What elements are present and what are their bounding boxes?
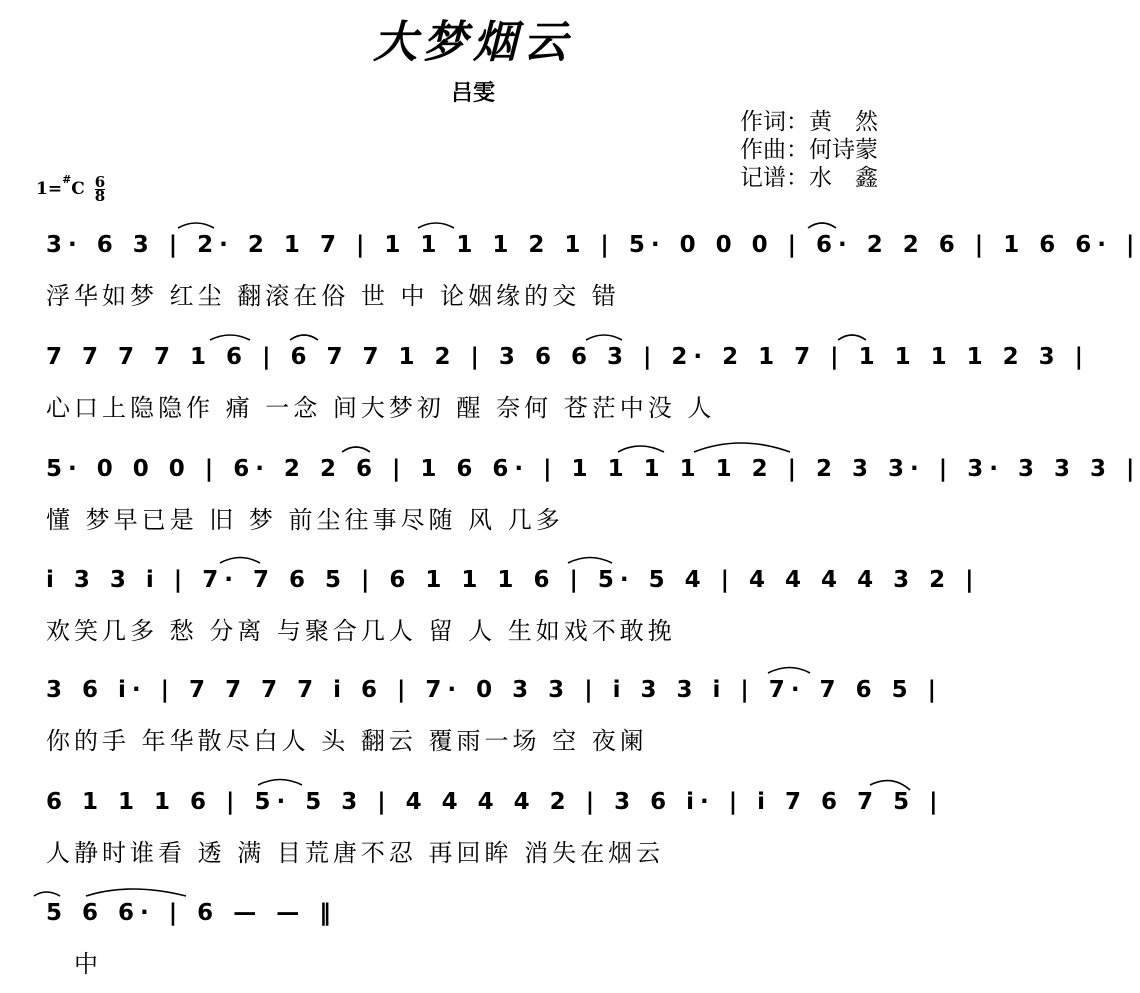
slur-arc	[220, 558, 260, 564]
composer-credit: 作曲：何诗蒙	[740, 137, 878, 163]
slur-arc	[838, 335, 866, 340]
lyrics-line: 浮华如梦 红尘 翻滚在俗 世 中 论姻缘的交 错	[46, 282, 620, 310]
sharp-sign: #	[62, 173, 72, 187]
notes-line: 3 6 i· | 7 7 7 7 i 6 | 7· 0 3 3 | i 3 3 i | 7· 7 6 5 |	[46, 677, 942, 703]
slur-arc	[178, 223, 214, 228]
slur-arc	[808, 223, 836, 228]
key-note: C	[71, 179, 85, 199]
slur-arc	[290, 335, 318, 340]
slur-arc	[586, 335, 622, 340]
lyrics-line: 人静时谁看 透 满 目荒唐不忍 再回眸 消失在烟云	[46, 839, 665, 867]
slur-arc	[34, 892, 60, 896]
lyrics-line: 欢笑几多 愁 分离 与聚合几人 留 人 生如戏不敢挽	[46, 617, 676, 645]
notes-line: i 3 3 i | 7· 7 6 5 | 6 1 1 1 6 | 5· 5 4 | 4 4 4 4 3 2 |	[46, 567, 980, 593]
lyrics-line: 心口上隐隐作 痛 一念 间大梦初 醒 奈何 苍茫中没 人	[46, 394, 716, 422]
lyrics-line: 你的手 年华散尽白人 头 翻云 覆雨一场 空 夜阑	[46, 727, 648, 755]
credits-block	[740, 108, 878, 192]
slur-arc	[768, 668, 810, 674]
key-signature	[36, 173, 106, 205]
singer-name: 吕雯	[450, 81, 495, 106]
transcriber-credit: 记谱：水 鑫	[740, 165, 878, 191]
notes-line: 5 6 6· | 6 — — ‖	[46, 900, 337, 926]
slur-arc	[342, 447, 370, 452]
slur-arc	[418, 223, 454, 228]
song-title: 大梦烟云	[373, 17, 573, 68]
lyrics-line: 懂 梦早已是 旧 梦 前尘往事尽随 风 几多	[46, 506, 564, 534]
notes-line: 3· 6 3 | 2· 2 1 7 | 1 1 1 1 2 1 | 5· 0 0 0 | 6· 2 2 6 | 1 6 6· |	[46, 232, 1140, 258]
time-numerator: 6	[94, 173, 106, 191]
slur-arc	[618, 446, 664, 452]
slur-arc	[86, 889, 186, 896]
notes-line: 5· 0 0 0 | 6· 2 2 6 | 1 6 6· | 1 1 1 1 1 2 | 2 3 3· | 3· 3 3 3 |	[46, 456, 1140, 482]
key-prefix: 1=	[36, 179, 63, 199]
slur-arc	[258, 780, 302, 786]
time-denominator: 8	[94, 187, 106, 205]
notes-line: 6 1 1 1 6 | 5· 5 3 | 4 4 4 4 2 | 3 6 i· | i 7 6 7 5 |	[46, 789, 944, 815]
lyricist-credit: 作词：黄 然	[740, 109, 878, 135]
slur-arc	[568, 558, 612, 564]
slur-arc	[210, 335, 250, 340]
lyrics-line: 中	[74, 950, 102, 978]
notes-line: 7 7 7 7 1 6 | 6 7 7 1 2 | 3 6 6 3 | 2· 2 1 7 | 1 1 1 1 2 3 |	[46, 344, 1090, 370]
slur-arc	[694, 443, 790, 452]
time-signature	[94, 173, 106, 205]
